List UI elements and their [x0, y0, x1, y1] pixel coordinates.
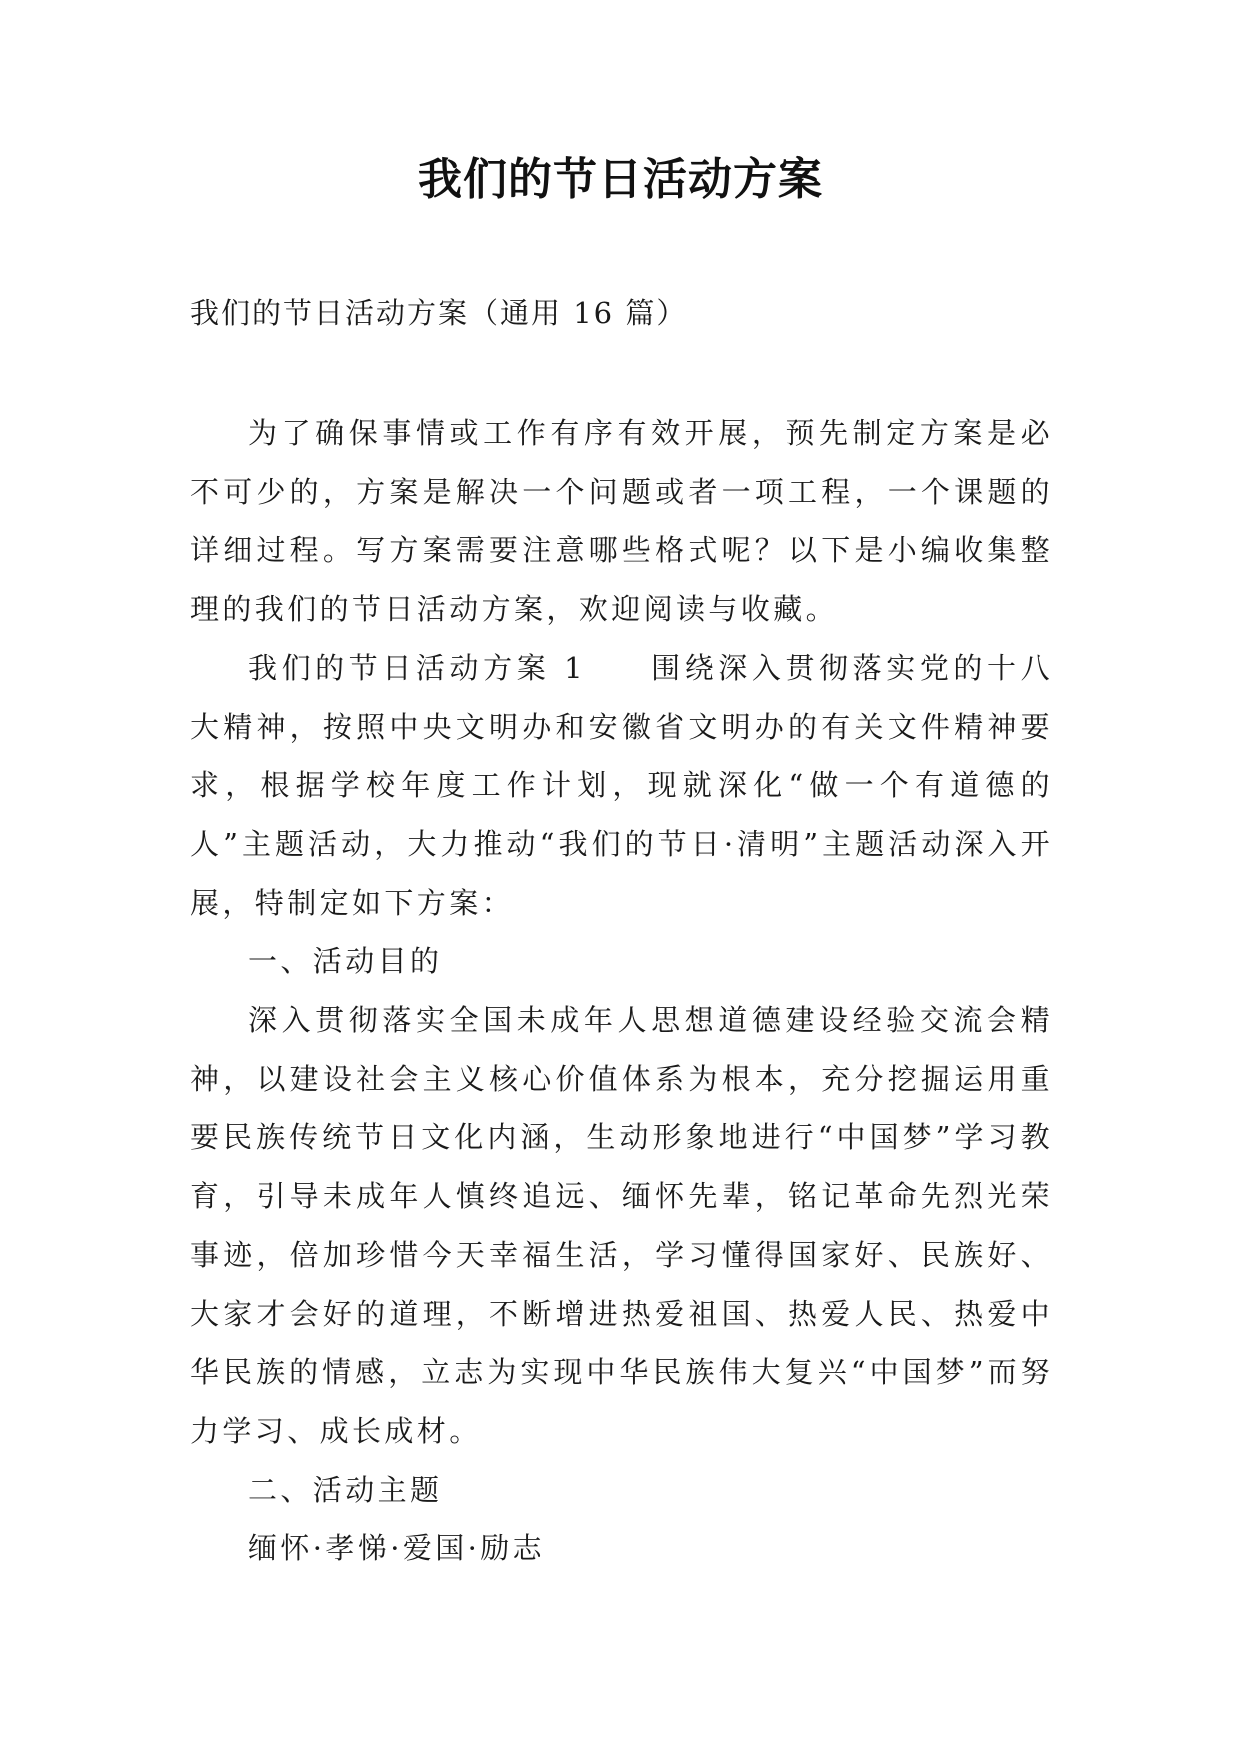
theme-paragraph: 缅怀·孝悌·爱国·励志: [248, 1531, 546, 1566]
document-subtitle: 我们的节日活动方案（通用 16 篇）: [190, 296, 688, 330]
section1-body: 围绕深入贯彻落实党的十八大精神，按照中央文明办和安徽省文明办的有关文件精神要求，根据学校年度工作计划，现就深化“做一个有道德的人”主题活动，大力推动“我们的节日·清明”主题活动深入开展，特制定如下方案：: [190, 650, 1053, 920]
theme-heading: 二、活动主题: [248, 1472, 443, 1507]
document-body: [190, 404, 1053, 1578]
section1-paragraph: [190, 639, 1053, 933]
purpose-paragraph: 深入贯彻落实全国未成年人思想道德建设经验交流会精神，以建设社会主义核心价值体系为根本，充分挖掘运用重要民族传统节日文化内涵，生动形象地进行“中国梦”学习教育，引导未成年人慎终追远、缅怀先辈，铭记革命先烈光荣事迹，倍加珍惜今天幸福生活，学习懂得国家好、民族好、大家才会好的道理，不断增进热爱祖国、热爱人民、热爱中华民族的情感，立志为实现中华民族伟大复兴“中国梦”而努力学习、成长成材。: [190, 1003, 1053, 1448]
document-title: 我们的节日活动方案: [418, 154, 823, 205]
section1-heading: 我们的节日活动方案 1: [248, 650, 586, 685]
intro-paragraph: 为了确保事情或工作有序有效开展，预先制定方案是必不可少的，方案是解决一个问题或者一项工程，一个课题的详细过程。写方案需要注意哪些格式呢？以下是小编收集整理的我们的节日活动方案，欢迎阅读与收藏。: [190, 416, 1053, 627]
purpose-heading: 一、活动目的: [248, 944, 443, 979]
